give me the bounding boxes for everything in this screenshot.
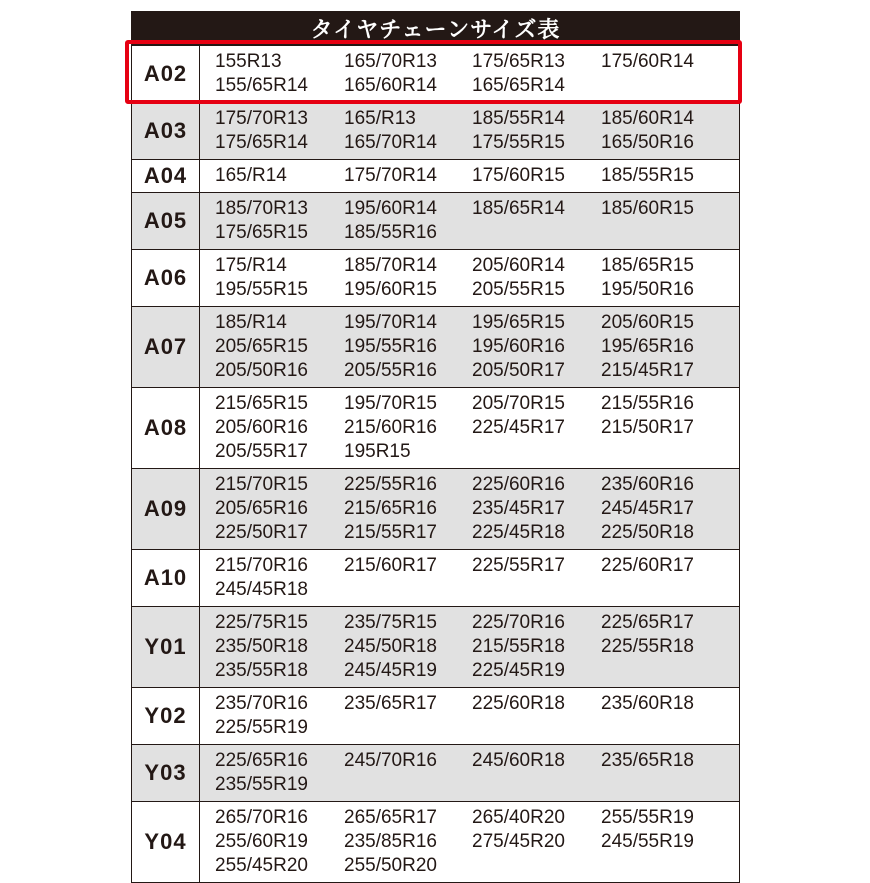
tire-size: 235/60R16 (601, 474, 694, 495)
tire-size: 215/55R16 (601, 393, 694, 414)
table-row (132, 102, 739, 159)
tire-size: 235/45R17 (472, 498, 565, 519)
table-row (132, 687, 739, 744)
table-row (132, 159, 739, 192)
tire-size: 225/60R17 (601, 555, 694, 576)
tire-size: 225/70R16 (472, 612, 565, 633)
tire-size: 205/60R16 (215, 417, 308, 438)
chain-code: A02 (132, 46, 200, 102)
tire-size: 175/65R14 (215, 132, 308, 153)
tire-size: 225/65R16 (215, 750, 308, 771)
tire-size: 175/R14 (215, 255, 287, 276)
tire-size-list (200, 688, 739, 744)
tire-size: 185/70R13 (215, 198, 308, 219)
tire-size: 165/70R14 (344, 132, 437, 153)
tire-size: 195/60R14 (344, 198, 437, 219)
tire-size-list (200, 388, 739, 468)
tire-size: 185/65R15 (601, 255, 694, 276)
tire-size: 235/85R16 (344, 831, 437, 852)
tire-size: 205/55R15 (472, 279, 565, 300)
tire-size: 245/55R19 (601, 831, 694, 852)
size-table (131, 45, 740, 883)
highlight-frame (125, 40, 742, 104)
chain-code: Y02 (132, 688, 200, 744)
tire-size: 165/65R14 (472, 75, 565, 96)
tire-size: 195/60R16 (472, 336, 565, 357)
chain-code: A07 (132, 307, 200, 387)
tire-size: 225/50R18 (601, 522, 694, 543)
chart-title: タイヤチェーンサイズ表 (131, 11, 740, 45)
tire-size: 245/45R19 (344, 660, 437, 681)
tire-size: 175/60R15 (472, 165, 565, 186)
tire-size: 225/60R16 (472, 474, 565, 495)
tire-size: 165/70R13 (344, 51, 437, 72)
tire-size: 205/60R15 (601, 312, 694, 333)
tire-size: 235/50R18 (215, 636, 308, 657)
tire-size: 245/45R17 (601, 498, 694, 519)
tire-size: 255/45R20 (215, 855, 308, 876)
tire-size-list (200, 103, 739, 159)
tire-size: 195/55R15 (215, 279, 308, 300)
tire-size: 185/R14 (215, 312, 287, 333)
table-row (132, 192, 739, 249)
tire-size: 175/65R15 (215, 222, 308, 243)
tire-size: 275/45R20 (472, 831, 565, 852)
tire-size: 215/60R17 (344, 555, 437, 576)
table-row (132, 249, 739, 306)
tire-size: 215/70R16 (215, 555, 308, 576)
tire-size-list (200, 550, 739, 606)
tire-size: 205/55R17 (215, 441, 308, 462)
tire-size: 185/65R14 (472, 198, 565, 219)
tire-size: 165/R13 (344, 108, 416, 129)
tire-size: 225/55R17 (472, 555, 565, 576)
tire-size: 245/70R16 (344, 750, 437, 771)
chain-code: Y04 (132, 802, 200, 882)
tire-size: 175/60R14 (601, 51, 694, 72)
tire-size: 185/55R15 (601, 165, 694, 186)
tire-size: 245/60R18 (472, 750, 565, 771)
tire-size: 225/55R18 (601, 636, 694, 657)
tire-size: 215/65R15 (215, 393, 308, 414)
tire-size: 225/60R18 (472, 693, 565, 714)
tire-size: 225/45R18 (472, 522, 565, 543)
table-row (132, 306, 739, 387)
tire-size: 215/55R17 (344, 522, 437, 543)
tire-size: 225/55R19 (215, 717, 308, 738)
tire-size: 195/50R16 (601, 279, 694, 300)
tire-size: 185/55R14 (472, 108, 565, 129)
tire-size: 175/55R15 (472, 132, 565, 153)
tire-size: 245/50R18 (344, 636, 437, 657)
tire-size: 235/65R18 (601, 750, 694, 771)
table-row (132, 606, 739, 687)
tire-size: 195/70R14 (344, 312, 437, 333)
tire-size-list (200, 607, 739, 687)
table-row (132, 549, 739, 606)
tire-size: 235/55R18 (215, 660, 308, 681)
tire-size: 225/65R17 (601, 612, 694, 633)
tire-size: 185/55R16 (344, 222, 437, 243)
tire-size: 165/R14 (215, 165, 287, 186)
tire-size: 265/40R20 (472, 807, 565, 828)
tire-size: 155/65R14 (215, 75, 308, 96)
tire-size-list (200, 193, 739, 249)
tire-size: 185/60R14 (601, 108, 694, 129)
tire-size: 195/70R15 (344, 393, 437, 414)
tire-size: 235/75R15 (344, 612, 437, 633)
tire-size: 255/50R20 (344, 855, 437, 876)
tire-size: 225/75R15 (215, 612, 308, 633)
tire-size: 235/65R17 (344, 693, 437, 714)
tire-size: 195/55R16 (344, 336, 437, 357)
tire-size: 265/70R16 (215, 807, 308, 828)
tire-size: 265/65R17 (344, 807, 437, 828)
tire-size: 185/70R14 (344, 255, 437, 276)
tire-size: 225/45R17 (472, 417, 565, 438)
size-chart (131, 11, 740, 883)
tire-size-list (200, 250, 739, 306)
tire-size: 195/60R15 (344, 279, 437, 300)
chain-code: A10 (132, 550, 200, 606)
tire-size: 235/55R19 (215, 774, 308, 795)
tire-size: 205/65R15 (215, 336, 308, 357)
tire-size: 205/50R16 (215, 360, 308, 381)
tire-size: 205/55R16 (344, 360, 437, 381)
chain-code: Y03 (132, 745, 200, 801)
tire-size-list (200, 307, 739, 387)
chain-code: A08 (132, 388, 200, 468)
tire-size: 255/60R19 (215, 831, 308, 852)
tire-size-list (200, 745, 739, 801)
chain-code: A03 (132, 103, 200, 159)
chain-code: A09 (132, 469, 200, 549)
tire-size: 215/45R17 (601, 360, 694, 381)
tire-size: 225/55R16 (344, 474, 437, 495)
chain-code: A05 (132, 193, 200, 249)
table-row (132, 468, 739, 549)
tire-size: 195/65R16 (601, 336, 694, 357)
tire-size: 205/70R15 (472, 393, 565, 414)
chain-code: A04 (132, 160, 200, 192)
tire-size: 195/65R15 (472, 312, 565, 333)
tire-size: 175/70R13 (215, 108, 308, 129)
tire-size: 245/45R18 (215, 579, 308, 600)
tire-size: 205/60R14 (472, 255, 565, 276)
tire-size: 195R15 (344, 441, 411, 462)
tire-size: 255/55R19 (601, 807, 694, 828)
tire-size: 175/65R13 (472, 51, 565, 72)
tire-size-list (200, 802, 739, 882)
tire-size: 215/70R15 (215, 474, 308, 495)
tire-size: 155R13 (215, 51, 282, 72)
tire-size-list (200, 160, 739, 192)
tire-size: 235/70R16 (215, 693, 308, 714)
tire-size: 235/60R18 (601, 693, 694, 714)
tire-size: 215/65R16 (344, 498, 437, 519)
tire-size: 175/70R14 (344, 165, 437, 186)
tire-size: 225/50R17 (215, 522, 308, 543)
tire-size: 185/60R15 (601, 198, 694, 219)
tire-size-list (200, 469, 739, 549)
table-row (132, 387, 739, 468)
tire-size: 165/50R16 (601, 132, 694, 153)
tire-size: 215/50R17 (601, 417, 694, 438)
chain-code: A06 (132, 250, 200, 306)
tire-size: 205/50R17 (472, 360, 565, 381)
tire-size: 165/60R14 (344, 75, 437, 96)
tire-size: 225/45R19 (472, 660, 565, 681)
table-row (132, 744, 739, 801)
chain-code: Y01 (132, 607, 200, 687)
tire-size: 215/55R18 (472, 636, 565, 657)
tire-size: 205/65R16 (215, 498, 308, 519)
tire-size: 215/60R16 (344, 417, 437, 438)
